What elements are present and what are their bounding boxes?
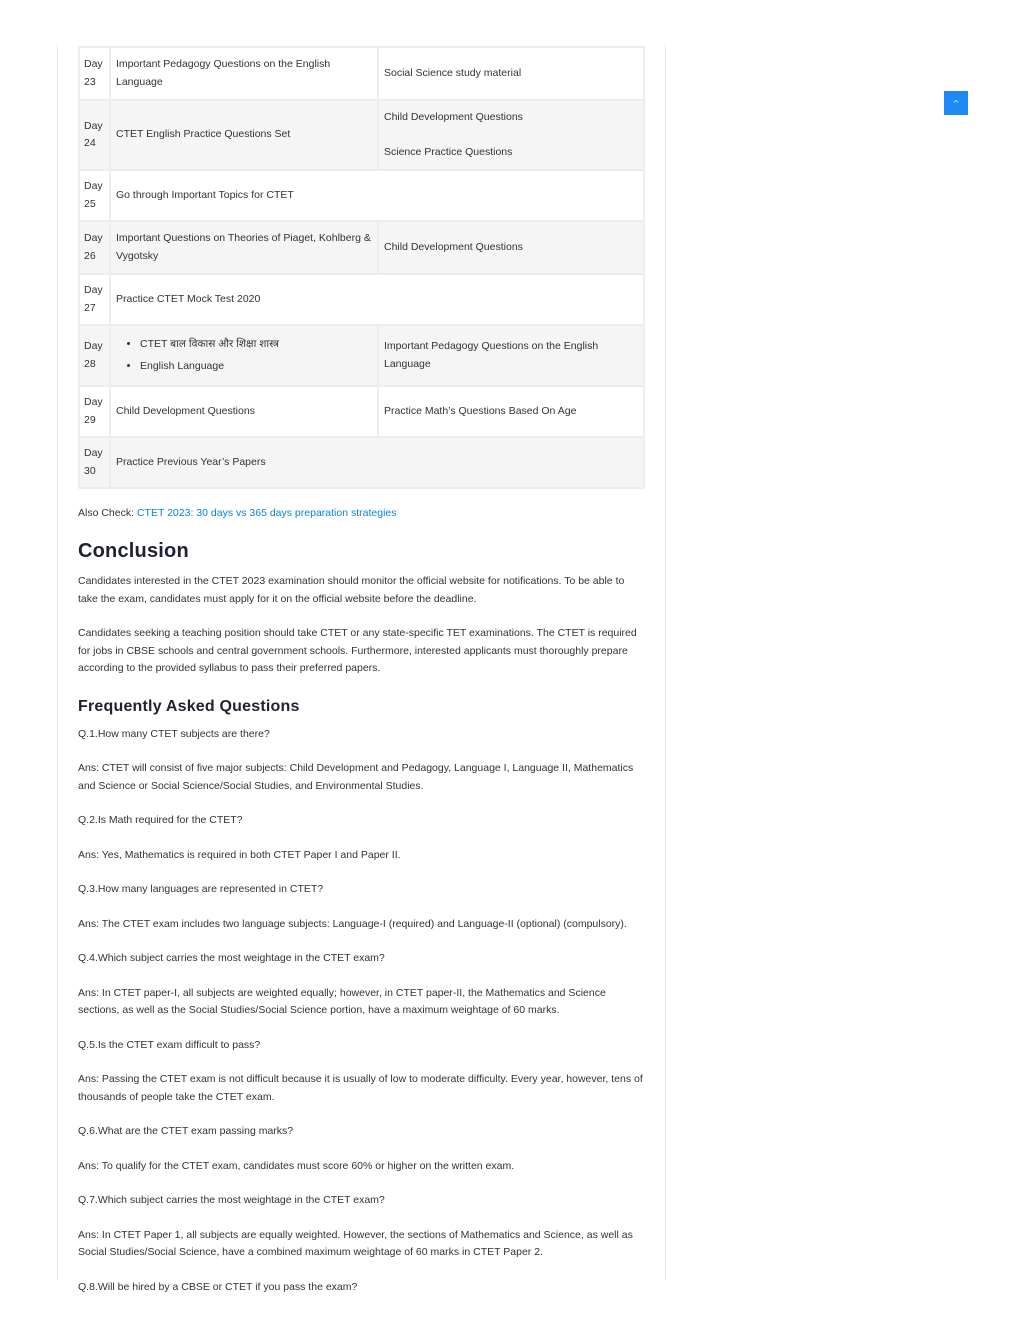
faq-answer: Ans: Yes, Mathematics is required in both CTET Paper I and Paper II. [78,848,401,861]
day-cell: Day 26 [79,221,110,274]
faq-heading: Frequently Asked Questions [78,697,300,715]
table-row [79,170,644,221]
task-text: Practice CTET Mock Test 2020 [116,292,261,305]
task-cell [110,437,644,488]
faq-answer: Ans: In CTET Paper 1, all subjects are equally weighted. However, the sections of Mathematics and Science, as well as Social Studies/Social Science, have a combined maximum weightage of 60 marks in CTET Paper 2. [78,1228,633,1258]
article-content [78,46,645,1313]
task-list [116,336,372,375]
faq-question: Q.3.How many languages are represented in CTET? [78,883,324,895]
day-cell: Day 25 [79,170,110,221]
faq-question: Q.1.How many CTET subjects are there? [78,727,270,740]
also-check-label: Also Check: [78,507,135,519]
conclusion-heading: Conclusion [78,540,189,562]
day-cell: Day 24 [79,100,110,170]
resource-cell [378,325,644,386]
faq-question: Q.5.Is the CTET exam difficult to pass? [78,1038,261,1051]
table-row [79,47,644,100]
task-text: Important Pedagogy Questions on the English Language [116,58,331,88]
task-text: CTET English Practice Questions Set [116,128,291,141]
chevron-up-icon: ^ [952,98,960,108]
table-row [79,100,644,170]
content-right-border [665,45,666,1280]
table-row [79,325,644,386]
resource-cell [378,221,644,274]
conclusion-paragraph: Candidates seeking a teaching position should take CTET or any state-specific TET examinations. The CTET is required for jobs in CBSE schools and central government schools. Furthermore, interested applicants must thoroughly prepare according to the provided syllabus to pass their preferred papers. [78,627,637,674]
faq-answer: Ans: Passing the CTET exam is not difficult because it is usually of low to moderate difficulty. Every year, however, tens of thousands of people take the CTET exam. [78,1073,643,1103]
table-row [79,221,644,274]
day-cell: Day 30 [79,437,110,488]
task-cell [110,325,378,386]
also-check-link[interactable]: CTET 2023: 30 days vs 365 days preparation strategies [136,507,397,519]
day-cell: Day 27 [79,274,110,325]
task-cell [110,100,378,170]
faq-question: Q.7.Which subject carries the most weightage in the CTET exam? [78,1194,385,1206]
faq-answer: Ans: CTET will consist of five major subjects: Child Development and Pedagogy, Language I, Language II, Mathematics and Science or Social Science/Social Studies, and Environmental Studies. [78,762,634,792]
resource-cell [378,47,644,100]
faq-answer: Ans: To qualify for the CTET exam, candidates must score 60% or higher on the written exam. [78,1159,515,1172]
also-check [78,505,645,522]
faq-list [78,726,645,1297]
list-item: • CTET बाल विकास और शिक्षा शास्त्र [140,336,372,354]
faq-answer: Ans: In CTET paper-I, all subjects are weighted equally; however, in CTET paper-II, the Mathematics and Science sections, as well as the Social Studies/Social Science portion, have a maximum weightage of 60 marks. [78,986,606,1016]
resource-text: Important Pedagogy Questions on the English Language [384,340,599,370]
resource-text: Practice Math’s Questions Based On Age [384,404,577,417]
task-cell [110,274,644,325]
resource-text: Child Development Questions [384,240,523,253]
conclusion-paragraph: Candidates interested in the CTET 2023 examination should monitor the official website for notifications. To be able to take the exam, candidates must apply for it on the official website before the deadline. [78,575,625,605]
day-cell: Day 28 [79,325,110,386]
resource-text: Child Development Questions [384,111,523,123]
day-cell: Day 29 [79,386,110,437]
resource-text: Science Practice Questions [384,145,513,158]
table-row [79,437,644,488]
scroll-to-top-button[interactable] [944,91,968,115]
faq-question: Q.4.Which subject carries the most weightage in the CTET exam? [78,952,385,964]
task-cell [110,170,644,221]
task-text: Child Development Questions [116,404,255,417]
day-cell: Day 23 [79,47,110,100]
resource-cell [378,100,644,170]
resource-text: Social Science study material [384,66,522,79]
faq-question: Q.6.What are the CTET exam passing marks? [78,1125,294,1137]
list-item: • English Language [140,358,372,376]
content-left-border [57,45,58,1280]
task-cell [110,47,378,100]
faq-answer: Ans: The CTET exam includes two language subjects: Language-I (required) and Language-II (optional) (compulsory). [78,917,627,930]
task-text: Practice Previous Year’s Papers [116,455,266,468]
faq-question: Q.8.Will be hired by a CBSE or CTET if you pass the exam? [78,1280,358,1293]
task-text: Go through Important Topics for CTET [116,188,294,201]
faq-question: Q.2.Is Math required for the CTET? [78,814,243,826]
task-cell [110,221,378,274]
task-text: Important Questions on Theories of Piaget, Kohlberg & Vygotsky [116,232,371,262]
table-row [79,386,644,437]
resource-cell [378,386,644,437]
table-row [79,274,644,325]
task-cell [110,386,378,437]
study-plan-table [78,46,645,489]
